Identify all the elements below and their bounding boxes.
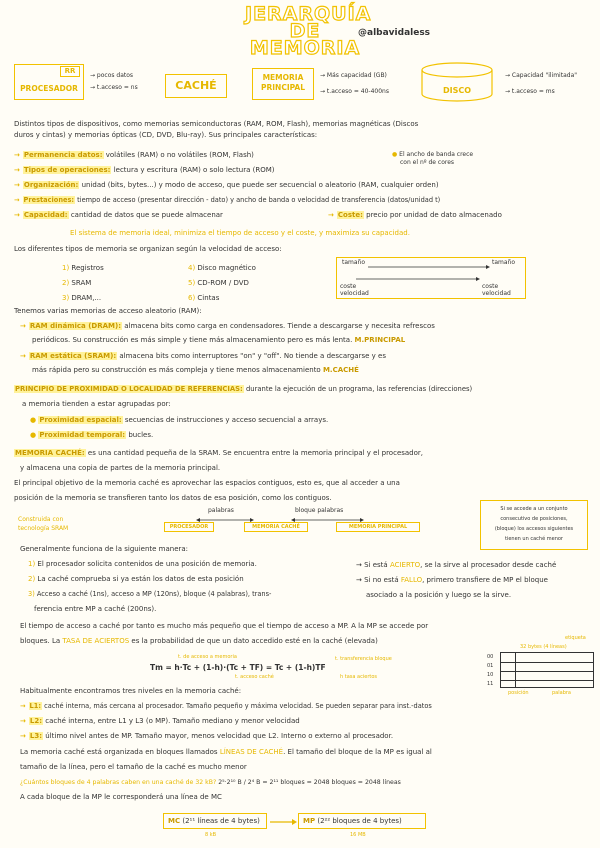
dram-item: → RAM dinámica (DRAM): almacena bits como carga en condensadores. Tiende a descargarse y necesita refrescos periódicos. Su construcción es más simple y tiene más almacenamiento pero es más lenta. M.PRINCIPAL	[20, 322, 435, 344]
title-line-2: DE MEMORIA	[249, 20, 361, 59]
levels-list	[20, 702, 600, 748]
formula-note-h: h tasa aciertos	[340, 674, 377, 680]
rr-label: RR	[60, 66, 80, 77]
table-row: 00	[487, 654, 494, 660]
formula: Tm = h·Tc + (1-h)·(Tc + TF) = Tc + (1-h)TF	[150, 663, 326, 672]
sram-item: → RAM estática (SRAM): almacena bits como interruptores "on" y "off". No tiende a descargarse y es más rápida pero su construcción es más compleja y tiene menos almacenamiento M.CACHÉ	[20, 352, 386, 374]
list-item: → Capacidad: cantidad de datos que se puede almacenar	[14, 211, 223, 219]
list-item: 1) Registros	[62, 264, 104, 272]
scale-cost-left: coste velocidad	[340, 283, 369, 297]
formula-note-top: t. de acceso a memoria	[178, 654, 237, 660]
mc-to-mp-arrow	[268, 818, 298, 826]
flow-processor: PROCESADOR	[164, 522, 214, 532]
flow-palabras: palabras	[208, 507, 234, 514]
cache-table-palabra: palabra	[552, 690, 571, 696]
list-item: → Permanencia datos: volátiles (RAM) o no volátiles (ROM, Flash)	[14, 151, 254, 159]
side-note: Si se accede a un conjunto consecutivo de posiciones, (bloque) los accesos siguientes tienen un caché menor	[480, 500, 588, 550]
flow-bloque: bloque palabras	[295, 507, 344, 514]
formula-note-mid: t. transferencia bloque	[335, 656, 392, 662]
processor-notes: → pocos datos → t.acceso = ns	[90, 72, 138, 91]
list-item: 2) La caché comprueba si ya están los datos de esta posición	[28, 575, 244, 583]
characteristics-list	[14, 151, 599, 231]
main-memory-notes: → Más capacidad (GB) → t.acceso = 40-400ns	[320, 72, 389, 95]
types-list-right	[188, 261, 256, 306]
disk-cylinder	[420, 62, 494, 102]
cache-table-header: 32 bytes (4 líneas)	[520, 644, 567, 650]
mc-box: MC (2¹¹ líneas de 4 bytes)	[163, 813, 267, 829]
cache-table-rows	[487, 653, 493, 689]
disk-notes: → Capacidad "ilimitada" → t.acceso = ms	[505, 72, 577, 95]
table-row: 10	[487, 672, 494, 678]
scale-cost-right: coste velocidad	[482, 283, 511, 297]
list-item: 2) SRAM	[62, 279, 92, 287]
access-time: El tiempo de acceso a caché por tanto es mucho más pequeño que el tiempo de acceso a MP. A la MP se accede por bloques. La TASA DE ACIERTOS es la probabilidad de que un dato accedido esté en la caché (elevada)	[20, 622, 429, 645]
cache-definition: MEMORIA CACHÉ: es una cantidad pequeña de la SRAM. Se encuentra entre la memoria principal y el procesador, y almacena una copia de partes de la memoria principal. El principal objetivo de la memoria caché es aprovechar las espacios contiguos, esto es, que al acceder a una posición de la memoria se transfieren tanto los datos de esa posición, como los contiguos.	[14, 449, 424, 502]
main-memory-box: MEMORIA PRINCIPAL	[252, 68, 314, 100]
processor-label: PROCESADOR	[20, 84, 78, 93]
formula-note-bottom: t. acceso caché	[235, 674, 274, 680]
author-handle: @albavidaless	[358, 28, 431, 38]
steps-intro: Generalmente funciona de la siguiente manera:	[20, 545, 189, 553]
list-item: → L3: último nivel antes de MP. Tamaño mayor, menos velocidad que L2. Interno o externo al procesador.	[20, 732, 394, 740]
cache-table	[500, 652, 594, 688]
ram-intro: Tenemos varias memorias de acceso aleatorio (RAM):	[14, 307, 202, 315]
scale-size-right: tamaño	[492, 259, 516, 266]
list-item: → Tipos de operaciones: lectura y escritura (RAM) o solo lectura (ROM)	[14, 166, 275, 174]
list-item: 4) Disco magnético	[188, 264, 256, 272]
table-row: 01	[487, 663, 494, 669]
list-item: → L2: caché interna, entre L1 y L3 (o MP). Tamaño mediano y menor velocidad	[20, 717, 300, 725]
sram-note: Construida con tecnología SRAM	[18, 516, 69, 532]
steps-list	[28, 560, 368, 620]
ideal-memory-line: El sistema de memoria ideal, minimiza el tiempo de acceso y el coste, y maximiza su capacidad.	[70, 229, 410, 237]
cost-item: → Coste: precio por unidad de dato almacenado	[328, 211, 502, 219]
mp-box: MP (2²² bloques de 4 bytes)	[298, 813, 426, 829]
bandwidth-note: ● El ancho de banda crece con el nº de cores	[392, 151, 474, 166]
flow-main-memory: MEMORIA PRINCIPAL	[336, 522, 420, 532]
table-row: 11	[487, 681, 494, 687]
page-title	[245, 3, 372, 59]
flow-cache: MEMORIA CACHÉ	[244, 522, 308, 532]
list-item: 5) CD-ROM / DVD	[188, 279, 249, 287]
list-item: 3) Acceso a caché (1ns), acceso a MP (120ns), bloque (4 palabras), trans-	[28, 590, 272, 598]
locality-section: PRINCIPIO DE PROXIMIDAD O LOCALIDAD DE REFERENCIAS: durante la ejecución de un programa, las referencias (direcciones) a memoria tienden a estar agrupadas por: ● Proximidad espacial: secuencias de instrucciones y acceso secuencial a arrays. ● Proximidad temporal: bucles.	[15, 385, 473, 439]
scale-size-left: tamaño	[342, 259, 366, 266]
types-intro: Los diferentes tipos de memoria se organizan según la velocidad de acceso:	[14, 245, 282, 253]
blocks-section: La memoria caché está organizada en bloques llamados LÍNEAS DE CACHÉ. El tamaño del bloque de la MP es igual al tamaño de la línea, pero el tamaño de la caché es mucho menor ¿Cuántos bloques de 4 palabras caben en una caché de 32 kB? 2⁵·2¹⁰ B / 2⁴ B = 2¹¹ bloques = 2048 bloques = 2048 líneas A cada bloque de la MP le corresponderá una línea de MC	[20, 748, 432, 801]
cache-table-posicion: posición	[508, 690, 529, 696]
cache-box: CACHÉ	[165, 74, 227, 98]
list-item: 1) El procesador solicita contenidos de una posición de memoria.	[28, 560, 257, 568]
list-item: → Prestaciones: tiempo de acceso (presentar dirección - dato) y ancho de banda o velocidad de transferencia (datos/unidad t)	[14, 196, 441, 204]
cache-table-tag-label: etiqueta	[565, 635, 586, 641]
disk-label: DISCO	[442, 86, 472, 95]
list-item: ferencia entre MP a caché (200ns).	[34, 605, 157, 613]
list-item: ● Proximidad temporal: bucles.	[30, 431, 154, 439]
mc-size: 8 kB	[205, 832, 217, 838]
mp-size: 16 MB	[350, 832, 366, 838]
list-item: ● Proximidad espacial: secuencias de instrucciones y acceso secuencial a arrays.	[30, 416, 329, 424]
list-item: → L1: caché interna, más cercana al procesador. Tamaño pequeño y máxima velocidad. Se pueden separar para inst.-datos	[20, 702, 432, 710]
types-list-left	[62, 261, 104, 306]
title-line-1: JERARQUÍA	[245, 3, 372, 25]
list-item: 3) DRAM,...	[62, 294, 102, 302]
steps-right: → Si está ACIERTO, se la sirve al procesador desde caché → Si no está FALLO, primero transfiere de MP el bloque asociado a la posición y luego se la sirve.	[356, 561, 557, 599]
list-item: 6) Cintas	[188, 294, 220, 302]
list-item: → Organización: unidad (bits, bytes...) y modo de acceso, que puede ser secuencial o aleatorio (RAM, cualquier orden)	[14, 181, 439, 189]
levels-intro: Habitualmente encontramos tres niveles en la memoria caché:	[20, 687, 242, 695]
